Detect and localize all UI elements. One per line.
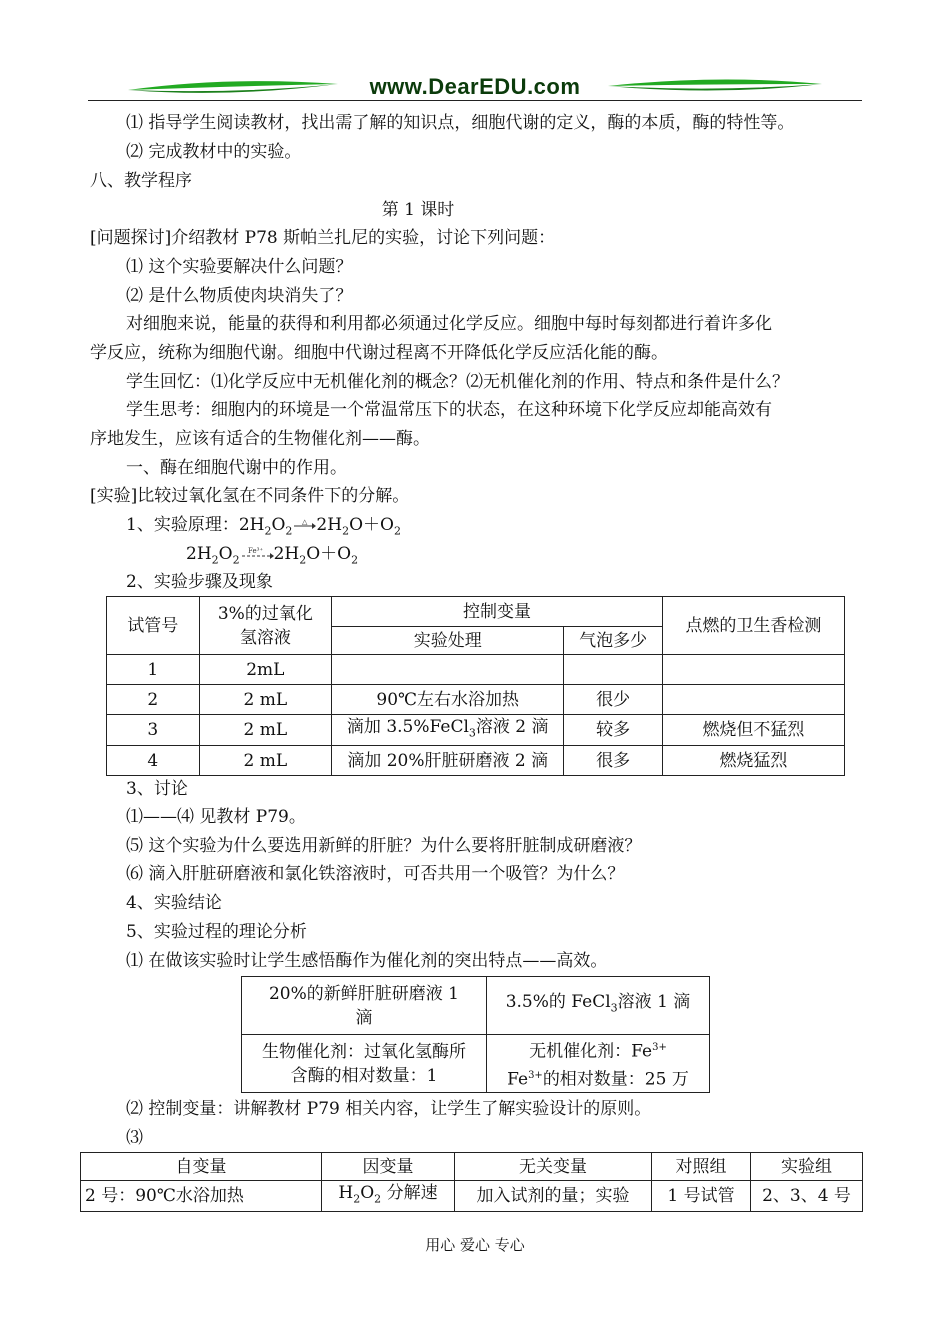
table-cell: 3.5%的 FeCl$_3$溶液 1 滴: [487, 977, 710, 1035]
table-header: 因变量: [322, 1153, 455, 1181]
table-cell: [332, 655, 564, 685]
table-cell: 2 mL: [199, 685, 332, 715]
table-header: 试管号: [107, 597, 200, 655]
table-cell: 2mL: [199, 655, 332, 685]
para-line: 学生回忆：⑴化学反应中无机催化剂的概念？⑵无机催化剂的作用、特点和条件是什么？: [126, 372, 789, 392]
comparison-table: [241, 976, 710, 1093]
table-header: 气泡多少: [564, 627, 663, 655]
table-row: [107, 685, 845, 715]
table-cell: 2、3、4 号: [751, 1181, 863, 1212]
table-cell: 1: [107, 655, 200, 685]
subheading: 4、实验结论: [126, 893, 222, 913]
para-line: ⑴ 指导学生阅读教材，找出需了解的知识点，细胞代谢的定义，酶的本质，酶的特性等。: [126, 113, 795, 133]
table-row: [107, 715, 845, 746]
table-header: 对照组: [652, 1153, 751, 1181]
table-cell: 4: [107, 746, 200, 776]
header-divider: [88, 100, 862, 101]
table-cell: 3: [107, 715, 200, 746]
table-cell: 很多: [564, 746, 663, 776]
table-cell: 燃烧但不猛烈: [662, 715, 844, 746]
section-heading: 八、教学程序: [90, 171, 192, 191]
svg-text:△: △: [302, 517, 308, 526]
table-cell: 90℃左右水浴加热: [332, 685, 564, 715]
site-name: www.DearEDU.com: [369, 74, 581, 99]
table-cell: 2 mL: [199, 715, 332, 746]
heat-arrow-icon: [292, 514, 316, 536]
table-row: [242, 1035, 710, 1093]
table-cell: [564, 655, 663, 685]
svg-text:Fe³⁺: Fe³⁺: [247, 546, 263, 555]
para-line: 学反应，统称为细胞代谢。细胞中代谢过程离不开降低化学反应活化能的酶。: [90, 343, 668, 363]
table-cell: 较多: [564, 715, 663, 746]
table-row: [107, 746, 845, 776]
subheading: 一、酶在细胞代谢中的作用。: [126, 458, 347, 478]
table-cell: 无机催化剂：$Fe^{3+}$ $Fe^{3+}$的相对数量：25 万: [487, 1035, 710, 1093]
para-line: 序地发生，应该有适合的生物催化剂——酶。: [90, 429, 430, 449]
para-line: 学生思考：细胞内的环境是一个常温常压下的状态，在这种环境下化学反应却能高效有: [126, 400, 772, 420]
table-cell: 生物催化剂：过氧化氢酶所 含酶的相对数量：1: [242, 1035, 487, 1093]
subheading: 5、实验过程的理论分析: [126, 922, 307, 942]
table-row: [107, 655, 845, 685]
experiment-table: [106, 596, 845, 776]
table-cell: 加入试剂的量；实验: [455, 1181, 652, 1212]
para-line: 对细胞来说，能量的获得和利用都必须通过化学反应。细胞中每时每刻都进行着许多化: [126, 314, 772, 334]
table-row: [81, 1181, 863, 1212]
table-header: 点燃的卫生香检测: [662, 597, 844, 655]
catalyst-arrow-icon: [240, 543, 274, 565]
table-header: 自变量: [81, 1153, 322, 1181]
table-header: 实验组: [751, 1153, 863, 1181]
table-header: 3%的过氧化 氢溶液: [199, 597, 332, 655]
question-line: ⑵ 是什么物质使肉块消失了？: [126, 286, 353, 306]
site-banner: [88, 70, 862, 104]
table-row: [81, 1153, 863, 1181]
question-line: ⑴ 这个实验要解决什么问题？: [126, 257, 353, 277]
table-header: 控制变量: [332, 597, 663, 627]
lesson-title: 第 1 课时: [381, 200, 455, 220]
subheading: 3、讨论: [126, 779, 188, 799]
table-cell: 2: [107, 685, 200, 715]
table-header: 无关变量: [455, 1153, 652, 1181]
table-cell: [662, 685, 844, 715]
table-cell: 滴加 3.5%FeCl$_3$溶液 2 滴: [332, 715, 564, 746]
variables-table: [80, 1152, 863, 1212]
table-header: 实验处理: [332, 627, 564, 655]
page-footer: 用心 爱心 专心: [425, 1236, 525, 1254]
table-cell: 20%的新鲜肝脏研磨液 1 滴: [242, 977, 487, 1035]
para-line: ⑴ 在做该实验时让学生感悟酶作为催化剂的突出特点——高效。: [126, 951, 608, 971]
table-cell: 2 mL: [199, 746, 332, 776]
equation-line: $2H_2O_2$ Fe³⁺ $2H_2O+O_2$: [186, 544, 359, 567]
para-line: [问题探讨]介绍教材 P78 斯帕兰扎尼的实验，讨论下列问题：: [90, 228, 556, 248]
para-line: ⑸ 这个实验为什么要选用新鲜的肝脏？为什么要将肝脏制成研磨液？: [126, 836, 642, 856]
table-cell: 很少: [564, 685, 663, 715]
para-line: ⑵ 完成教材中的实验。: [126, 142, 302, 162]
table-cell: 滴加 20%肝脏研磨液 2 滴: [332, 746, 564, 776]
para-line: ⑶: [126, 1128, 143, 1148]
equation-line: 1、实验原理：$2H_2O_2$ △ $2H_2O+O_2$: [126, 515, 401, 538]
para-line: ⑴——⑷ 见教材 P79。: [126, 807, 306, 827]
table-row: [242, 977, 710, 1035]
para-line: ⑵ 控制变量：讲解教材 P79 相关内容，让学生了解实验设计的原则。: [126, 1099, 652, 1119]
subheading: 2、实验步骤及现象: [126, 572, 273, 592]
table-cell: $H_2O_2$ 分解速: [322, 1181, 455, 1212]
para-line: [实验]比较过氧化氢在不同条件下的分解。: [90, 486, 410, 506]
table-cell: 1 号试管: [652, 1181, 751, 1212]
table-cell: 2 号：90℃水浴加热: [81, 1181, 322, 1212]
table-cell: 燃烧猛烈: [662, 746, 844, 776]
table-cell: [662, 655, 844, 685]
para-line: ⑹ 滴入肝脏研磨液和氯化铁溶液时，可否共用一个吸管？为什么？: [126, 864, 625, 884]
